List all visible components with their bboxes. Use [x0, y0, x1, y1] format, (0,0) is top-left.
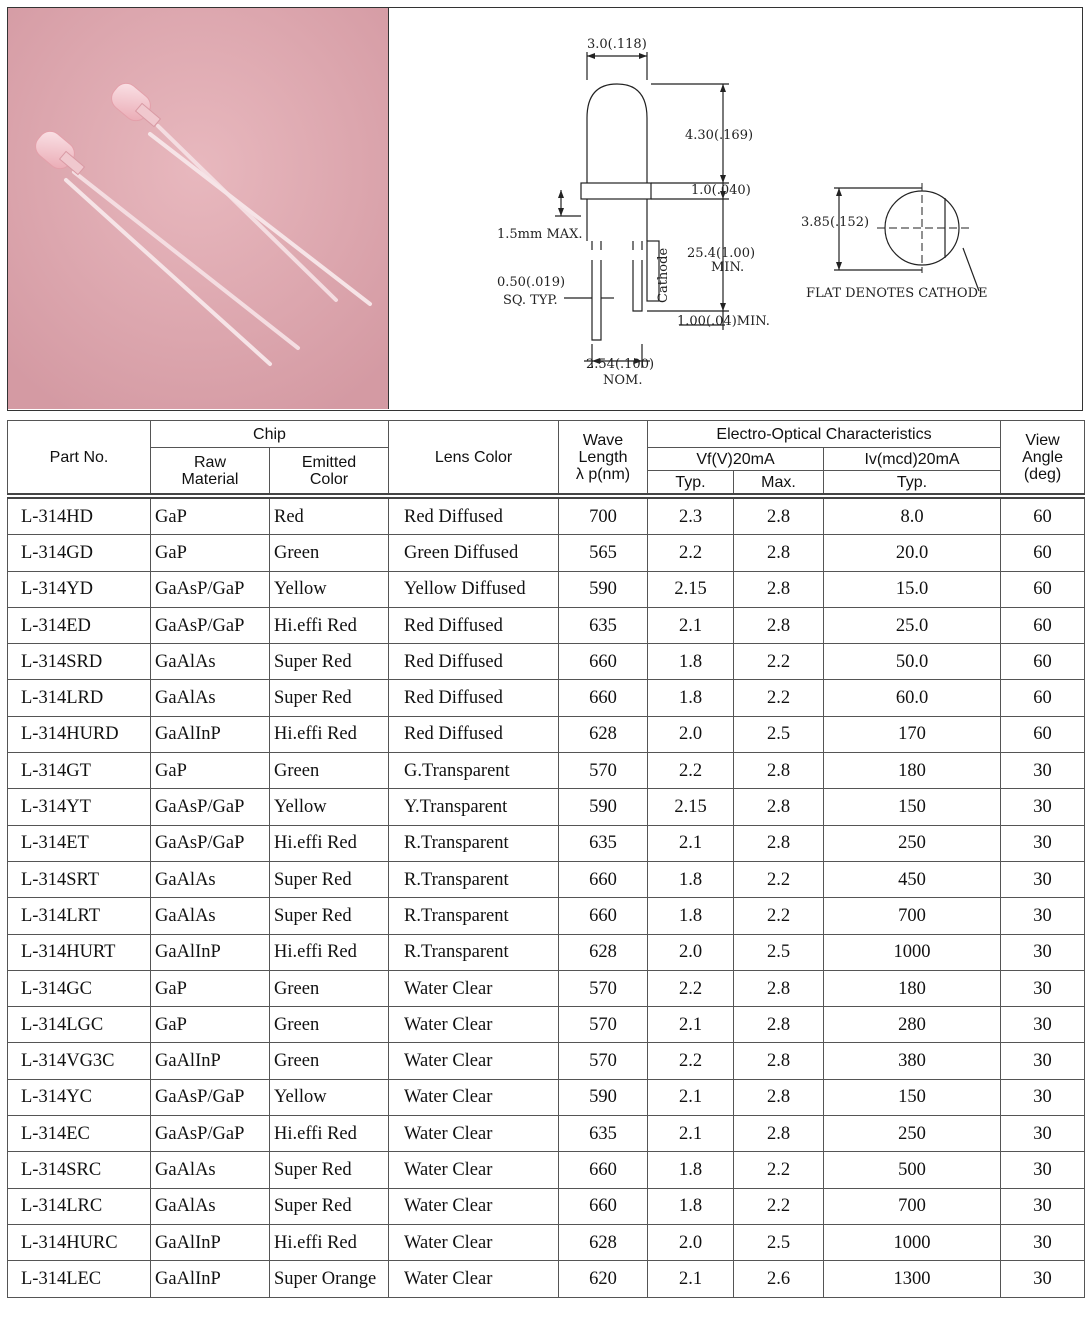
header-vf-typ: Typ. — [648, 471, 734, 497]
lens-color-cell: Water Clear — [389, 1224, 559, 1260]
iv-typ-cell: 150 — [824, 1079, 1001, 1115]
emitted-color-cell: Hi.effi Red — [270, 825, 389, 861]
vf-typ-cell: 1.8 — [648, 680, 734, 716]
vf-max-cell: 2.8 — [734, 789, 824, 825]
view-angle-cell: 30 — [1001, 1116, 1085, 1152]
view-angle-cell: 30 — [1001, 970, 1085, 1006]
part-no-cell: L-314HD — [8, 496, 151, 535]
emitted-color-cell: Hi.effi Red — [270, 1116, 389, 1152]
part-no-cell: L-314HURC — [8, 1224, 151, 1260]
header-wave-length-1: Wave — [582, 431, 624, 449]
header-view-angle-3: (deg) — [1023, 465, 1062, 483]
lens-color-cell: Water Clear — [389, 1043, 559, 1079]
cathode-label: Cathode — [656, 247, 671, 303]
view-angle-cell: 60 — [1001, 496, 1085, 535]
part-no-cell: L-314EC — [8, 1116, 151, 1152]
emitted-color-cell: Green — [270, 753, 389, 789]
vf-typ-cell: 2.0 — [648, 716, 734, 752]
vf-max-cell: 2.8 — [734, 970, 824, 1006]
part-no-cell: L-314GD — [8, 535, 151, 571]
emitted-color-cell: Green — [270, 970, 389, 1006]
raw-material-cell: GaAlInP — [151, 716, 270, 752]
vf-typ-cell: 2.1 — [648, 1261, 734, 1297]
wave-length-cell: 635 — [559, 825, 648, 861]
iv-typ-cell: 250 — [824, 1116, 1001, 1152]
wave-length-cell: 660 — [559, 1152, 648, 1188]
view-angle-cell: 30 — [1001, 898, 1085, 934]
raw-material-cell: GaAsP/GaP — [151, 1116, 270, 1152]
view-angle-cell: 30 — [1001, 789, 1085, 825]
iv-typ-cell: 1300 — [824, 1261, 1001, 1297]
vf-max-cell: 2.2 — [734, 644, 824, 680]
table-row — [8, 1188, 1085, 1224]
table-row — [8, 898, 1085, 934]
view-angle-cell: 30 — [1001, 753, 1085, 789]
part-no-cell: L-314GT — [8, 753, 151, 789]
view-angle-cell: 30 — [1001, 1152, 1085, 1188]
wave-length-cell: 590 — [559, 1079, 648, 1115]
header-wave-length — [559, 421, 648, 497]
lens-color-cell: Yellow Diffused — [389, 571, 559, 607]
raw-material-cell: GaAsP/GaP — [151, 607, 270, 643]
vf-max-cell: 2.8 — [734, 496, 824, 535]
iv-typ-cell: 280 — [824, 1007, 1001, 1043]
lens-color-cell: Red Diffused — [389, 716, 559, 752]
header-emitted-color — [270, 448, 389, 497]
emitted-color-cell: Green — [270, 1007, 389, 1043]
figure-panel — [7, 7, 1083, 411]
lens-color-cell: R.Transparent — [389, 861, 559, 897]
table-row — [8, 1007, 1085, 1043]
lens-color-cell: Red Diffused — [389, 496, 559, 535]
iv-typ-cell: 1000 — [824, 1224, 1001, 1260]
table-row — [8, 716, 1085, 752]
vf-typ-cell: 2.1 — [648, 607, 734, 643]
emitted-color-cell: Super Red — [270, 1152, 389, 1188]
header-vf: Vf(V)20mA — [648, 448, 824, 471]
spec-table — [7, 420, 1085, 1298]
vf-max-cell: 2.8 — [734, 1116, 824, 1152]
vf-max-cell: 2.2 — [734, 680, 824, 716]
vf-max-cell: 2.2 — [734, 898, 824, 934]
iv-typ-cell: 15.0 — [824, 571, 1001, 607]
part-no-cell: L-314ED — [8, 607, 151, 643]
part-no-cell: L-314LRC — [8, 1188, 151, 1224]
emitted-color-cell: Yellow — [270, 789, 389, 825]
raw-material-cell: GaAsP/GaP — [151, 789, 270, 825]
view-angle-cell: 30 — [1001, 1043, 1085, 1079]
view-angle-cell: 60 — [1001, 607, 1085, 643]
part-no-cell: L-314LRD — [8, 680, 151, 716]
lens-color-cell: Water Clear — [389, 1188, 559, 1224]
raw-material-cell: GaAlInP — [151, 1224, 270, 1260]
emitted-color-cell: Super Red — [270, 861, 389, 897]
table-row — [8, 535, 1085, 571]
table-row — [8, 1224, 1085, 1260]
view-angle-cell: 30 — [1001, 1188, 1085, 1224]
vf-max-cell: 2.5 — [734, 934, 824, 970]
lens-color-cell: R.Transparent — [389, 934, 559, 970]
vf-typ-cell: 2.3 — [648, 496, 734, 535]
vf-typ-cell: 2.1 — [648, 1007, 734, 1043]
dim-lead-square-1: 0.50(.019) — [497, 275, 566, 290]
raw-material-cell: GaAlAs — [151, 898, 270, 934]
header-chip: Chip — [151, 421, 389, 448]
table-row — [8, 1043, 1085, 1079]
emitted-color-cell: Yellow — [270, 571, 389, 607]
wave-length-cell: 628 — [559, 934, 648, 970]
table-row — [8, 571, 1085, 607]
vf-typ-cell: 1.8 — [648, 644, 734, 680]
vf-typ-cell: 1.8 — [648, 1188, 734, 1224]
lens-color-cell: Water Clear — [389, 1007, 559, 1043]
dim-diameter: 3.85(.152) — [801, 215, 870, 230]
part-no-cell: L-314SRT — [8, 861, 151, 897]
view-angle-cell: 60 — [1001, 644, 1085, 680]
iv-typ-cell: 50.0 — [824, 644, 1001, 680]
table-row — [8, 753, 1085, 789]
lens-color-cell: Y.Transparent — [389, 789, 559, 825]
raw-material-cell: GaP — [151, 535, 270, 571]
raw-material-cell: GaP — [151, 496, 270, 535]
table-row — [8, 1261, 1085, 1297]
vf-typ-cell: 1.8 — [648, 861, 734, 897]
wave-length-cell: 570 — [559, 1007, 648, 1043]
part-no-cell: L-314LRT — [8, 898, 151, 934]
vf-typ-cell: 2.2 — [648, 753, 734, 789]
raw-material-cell: GaAlAs — [151, 1188, 270, 1224]
dim-lead-length: 25.4(1.00) — [687, 246, 756, 261]
header-raw-material-1: Raw — [193, 453, 226, 471]
vf-typ-cell: 2.2 — [648, 1043, 734, 1079]
vf-max-cell: 2.8 — [734, 1079, 824, 1115]
vf-typ-cell: 2.0 — [648, 934, 734, 970]
part-no-cell: L-314VG3C — [8, 1043, 151, 1079]
vf-max-cell: 2.2 — [734, 1152, 824, 1188]
view-angle-cell: 30 — [1001, 825, 1085, 861]
table-row — [8, 789, 1085, 825]
flat-denotes-cathode: FLAT DENOTES CATHODE — [806, 286, 988, 301]
header-wave-length-3: λ p(nm) — [575, 465, 631, 483]
emitted-color-cell: Hi.effi Red — [270, 716, 389, 752]
vf-max-cell: 2.5 — [734, 1224, 824, 1260]
header-part-no: Part No. — [8, 421, 151, 497]
vf-typ-cell: 2.1 — [648, 825, 734, 861]
raw-material-cell: GaAlInP — [151, 934, 270, 970]
wave-length-cell: 590 — [559, 571, 648, 607]
view-angle-cell: 30 — [1001, 861, 1085, 897]
iv-typ-cell: 700 — [824, 898, 1001, 934]
lens-color-cell: Water Clear — [389, 1116, 559, 1152]
vf-max-cell: 2.8 — [734, 753, 824, 789]
raw-material-cell: GaAlInP — [151, 1043, 270, 1079]
part-no-cell: L-314SRD — [8, 644, 151, 680]
vf-typ-cell: 2.2 — [648, 970, 734, 1006]
dimension-drawing — [389, 8, 1081, 409]
lens-color-cell: Water Clear — [389, 970, 559, 1006]
iv-typ-cell: 380 — [824, 1043, 1001, 1079]
dim-pitch-1: 2.54(.100) — [586, 357, 655, 372]
wave-length-cell: 660 — [559, 861, 648, 897]
wave-length-cell: 628 — [559, 1224, 648, 1260]
emitted-color-cell: Hi.effi Red — [270, 934, 389, 970]
iv-typ-cell: 250 — [824, 825, 1001, 861]
part-no-cell: L-314LEC — [8, 1261, 151, 1297]
vf-max-cell: 2.2 — [734, 1188, 824, 1224]
vf-typ-cell: 2.1 — [648, 1116, 734, 1152]
view-angle-cell: 60 — [1001, 571, 1085, 607]
header-view-angle-2: Angle — [1022, 448, 1063, 466]
table-row — [8, 496, 1085, 535]
header-view-angle-1: View — [1025, 431, 1060, 449]
wave-length-cell: 570 — [559, 1043, 648, 1079]
dim-lens-height: 4.30(.169) — [685, 128, 754, 143]
raw-material-cell: GaP — [151, 970, 270, 1006]
lens-color-cell: Red Diffused — [389, 607, 559, 643]
vf-typ-cell: 1.8 — [648, 1152, 734, 1188]
vf-max-cell: 2.8 — [734, 825, 824, 861]
view-angle-cell: 60 — [1001, 716, 1085, 752]
part-no-cell: L-314YT — [8, 789, 151, 825]
wave-length-cell: 628 — [559, 716, 648, 752]
raw-material-cell: GaAlAs — [151, 680, 270, 716]
dim-pitch-2: NOM. — [603, 373, 643, 388]
emitted-color-cell: Super Red — [270, 644, 389, 680]
raw-material-cell: GaAsP/GaP — [151, 1079, 270, 1115]
table-header — [8, 421, 1085, 497]
view-angle-cell: 30 — [1001, 1224, 1085, 1260]
emitted-color-cell: Red — [270, 496, 389, 535]
lens-color-cell: Red Diffused — [389, 680, 559, 716]
lens-color-cell: Water Clear — [389, 1079, 559, 1115]
table-row — [8, 680, 1085, 716]
raw-material-cell: GaP — [151, 1007, 270, 1043]
dim-lead-spacing: 1.00(.04)MIN. — [677, 314, 770, 329]
iv-typ-cell: 1000 — [824, 934, 1001, 970]
header-iv: Iv(mcd)20mA — [824, 448, 1001, 471]
wave-length-cell: 590 — [559, 789, 648, 825]
iv-typ-cell: 20.0 — [824, 535, 1001, 571]
header-lens-color: Lens Color — [389, 421, 559, 497]
view-angle-cell: 60 — [1001, 680, 1085, 716]
raw-material-cell: GaAlInP — [151, 1261, 270, 1297]
vf-typ-cell: 2.0 — [648, 1224, 734, 1260]
lens-color-cell: G.Transparent — [389, 753, 559, 789]
vf-typ-cell: 2.1 — [648, 1079, 734, 1115]
wave-length-cell: 660 — [559, 898, 648, 934]
iv-typ-cell: 150 — [824, 789, 1001, 825]
header-iv-typ: Typ. — [824, 471, 1001, 497]
vf-max-cell: 2.2 — [734, 861, 824, 897]
view-angle-cell: 30 — [1001, 1007, 1085, 1043]
emitted-color-cell: Super Orange — [270, 1261, 389, 1297]
wave-length-cell: 700 — [559, 496, 648, 535]
header-electro-optical: Electro-Optical Characteristics — [648, 421, 1001, 448]
dim-lead-length-suffix: MIN. — [711, 260, 745, 275]
header-wave-length-2: Length — [578, 448, 628, 466]
dim-flange-max: 1.5mm MAX. — [497, 227, 583, 242]
table-row — [8, 1079, 1085, 1115]
wave-length-cell: 660 — [559, 644, 648, 680]
table-row — [8, 1116, 1085, 1152]
vf-typ-cell: 2.15 — [648, 789, 734, 825]
lens-color-cell: R.Transparent — [389, 898, 559, 934]
wave-length-cell: 620 — [559, 1261, 648, 1297]
table-row — [8, 970, 1085, 1006]
header-raw-material — [151, 448, 270, 497]
table-body — [8, 496, 1085, 1297]
raw-material-cell: GaP — [151, 753, 270, 789]
wave-length-cell: 570 — [559, 970, 648, 1006]
part-no-cell: L-314LGC — [8, 1007, 151, 1043]
vf-max-cell: 2.8 — [734, 1007, 824, 1043]
iv-typ-cell: 170 — [824, 716, 1001, 752]
table-row — [8, 1152, 1085, 1188]
lens-color-cell: Water Clear — [389, 1152, 559, 1188]
emitted-color-cell: Green — [270, 1043, 389, 1079]
header-emitted-color-2: Color — [309, 470, 349, 488]
dim-lead-square-2: SQ. TYP. — [503, 293, 558, 308]
part-no-cell: L-314SRC — [8, 1152, 151, 1188]
table-row — [8, 644, 1085, 680]
iv-typ-cell: 8.0 — [824, 496, 1001, 535]
part-no-cell: L-314HURD — [8, 716, 151, 752]
lens-color-cell: Water Clear — [389, 1261, 559, 1297]
vf-max-cell: 2.8 — [734, 535, 824, 571]
emitted-color-cell: Yellow — [270, 1079, 389, 1115]
iv-typ-cell: 500 — [824, 1152, 1001, 1188]
vf-max-cell: 2.8 — [734, 571, 824, 607]
table-row — [8, 607, 1085, 643]
lens-color-cell: Red Diffused — [389, 644, 559, 680]
view-angle-cell: 30 — [1001, 934, 1085, 970]
dim-flange: 1.0(.040) — [691, 183, 751, 198]
iv-typ-cell: 180 — [824, 753, 1001, 789]
header-view-angle — [1001, 421, 1085, 497]
emitted-color-cell: Hi.effi Red — [270, 1224, 389, 1260]
wave-length-cell: 635 — [559, 1116, 648, 1152]
raw-material-cell: GaAlAs — [151, 1152, 270, 1188]
view-angle-cell: 30 — [1001, 1079, 1085, 1115]
dim-width: 3.0(.118) — [587, 37, 647, 52]
part-no-cell: L-314ET — [8, 825, 151, 861]
header-vf-max: Max. — [734, 471, 824, 497]
vf-max-cell: 2.8 — [734, 607, 824, 643]
raw-material-cell: GaAsP/GaP — [151, 825, 270, 861]
wave-length-cell: 570 — [559, 753, 648, 789]
table-row — [8, 934, 1085, 970]
vf-max-cell: 2.8 — [734, 1043, 824, 1079]
view-angle-cell: 30 — [1001, 1261, 1085, 1297]
led-photo-image — [8, 8, 388, 409]
part-no-cell: L-314YD — [8, 571, 151, 607]
view-angle-cell: 60 — [1001, 535, 1085, 571]
header-raw-material-2: Material — [181, 470, 239, 488]
emitted-color-cell: Super Red — [270, 680, 389, 716]
vf-typ-cell: 2.2 — [648, 535, 734, 571]
part-no-cell: L-314GC — [8, 970, 151, 1006]
iv-typ-cell: 25.0 — [824, 607, 1001, 643]
iv-typ-cell: 700 — [824, 1188, 1001, 1224]
raw-material-cell: GaAlAs — [151, 861, 270, 897]
iv-typ-cell: 60.0 — [824, 680, 1001, 716]
raw-material-cell: GaAsP/GaP — [151, 571, 270, 607]
wave-length-cell: 660 — [559, 680, 648, 716]
emitted-color-cell: Super Red — [270, 1188, 389, 1224]
part-no-cell: L-314YC — [8, 1079, 151, 1115]
wave-length-cell: 565 — [559, 535, 648, 571]
iv-typ-cell: 180 — [824, 970, 1001, 1006]
lens-color-cell: Green Diffused — [389, 535, 559, 571]
emitted-color-cell: Super Red — [270, 898, 389, 934]
vf-max-cell: 2.6 — [734, 1261, 824, 1297]
vf-typ-cell: 1.8 — [648, 898, 734, 934]
lens-color-cell: R.Transparent — [389, 825, 559, 861]
wave-length-cell: 635 — [559, 607, 648, 643]
raw-material-cell: GaAlAs — [151, 644, 270, 680]
vf-max-cell: 2.5 — [734, 716, 824, 752]
led-photo — [8, 8, 389, 409]
emitted-color-cell: Green — [270, 535, 389, 571]
iv-typ-cell: 450 — [824, 861, 1001, 897]
header-emitted-color-1: Emitted — [301, 453, 357, 471]
vf-typ-cell: 2.15 — [648, 571, 734, 607]
part-no-cell: L-314HURT — [8, 934, 151, 970]
table-row — [8, 825, 1085, 861]
wave-length-cell: 660 — [559, 1188, 648, 1224]
emitted-color-cell: Hi.effi Red — [270, 607, 389, 643]
table-row — [8, 861, 1085, 897]
dimension-drawing-svg — [389, 8, 1081, 409]
